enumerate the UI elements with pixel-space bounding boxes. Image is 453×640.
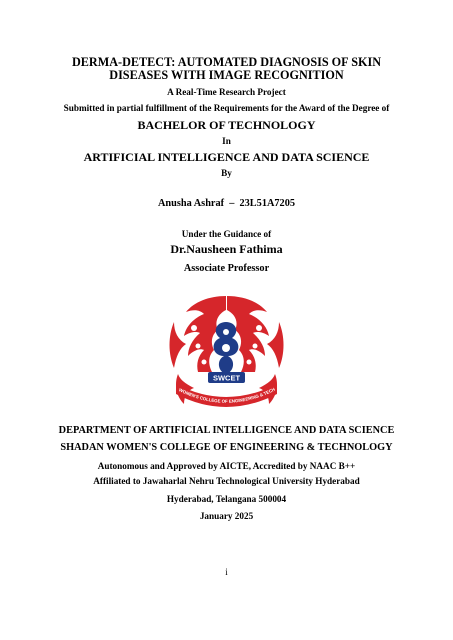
- by-label: By: [221, 168, 232, 178]
- accreditation-line: Autonomous and Approved by AICTE, Accredited by NAAC B++: [97, 461, 356, 471]
- branch-name: ARTIFICIAL INTELLIGENCE AND DATA SCIENCE: [83, 150, 370, 164]
- guidance-label: Under the Guidance of: [181, 229, 272, 239]
- college-name: SHADAN WOMEN'S COLLEGE OF ENGINEERING & TECHNOLOGY: [60, 442, 393, 453]
- thesis-title-line-2: DISEASES WITH IMAGE RECOGNITION: [109, 68, 344, 82]
- submission-note: Submitted in partial fulfillment of the Requirements for the Award of the Degree of: [63, 103, 390, 113]
- guide-designation: Associate Professor: [183, 263, 270, 274]
- logo-ribbon-text: WOMEN'S COLLEGE OF ENGINEERING & TECH: [178, 386, 276, 404]
- location-line: Hyderabad, Telangana 500004: [166, 494, 287, 504]
- thesis-title-line-1: DERMA-DETECT: AUTOMATED DIAGNOSIS OF SKIN: [71, 55, 381, 69]
- student-name-roll: Anusha Ashraf – 23L51A7205: [157, 198, 296, 209]
- college-logo: [164, 292, 289, 416]
- page-number: i: [225, 567, 228, 577]
- department-name: DEPARTMENT OF ARTIFICIAL INTELLIGENCE AND DATA SCIENCE: [58, 425, 395, 436]
- guide-name: Dr.Nausheen Fathima: [170, 242, 283, 256]
- submission-date: January 2025: [199, 511, 254, 521]
- logo-emblem-text: SWCET: [212, 373, 241, 383]
- degree-name: BACHELOR OF TECHNOLOGY: [137, 118, 316, 132]
- in-label: In: [222, 136, 231, 146]
- affiliation-line: Affiliated to Jawaharlal Nehru Technological University Hyderabad: [93, 476, 360, 486]
- emblem-icon: [214, 322, 239, 374]
- project-type: A Real-Time Research Project: [167, 87, 286, 97]
